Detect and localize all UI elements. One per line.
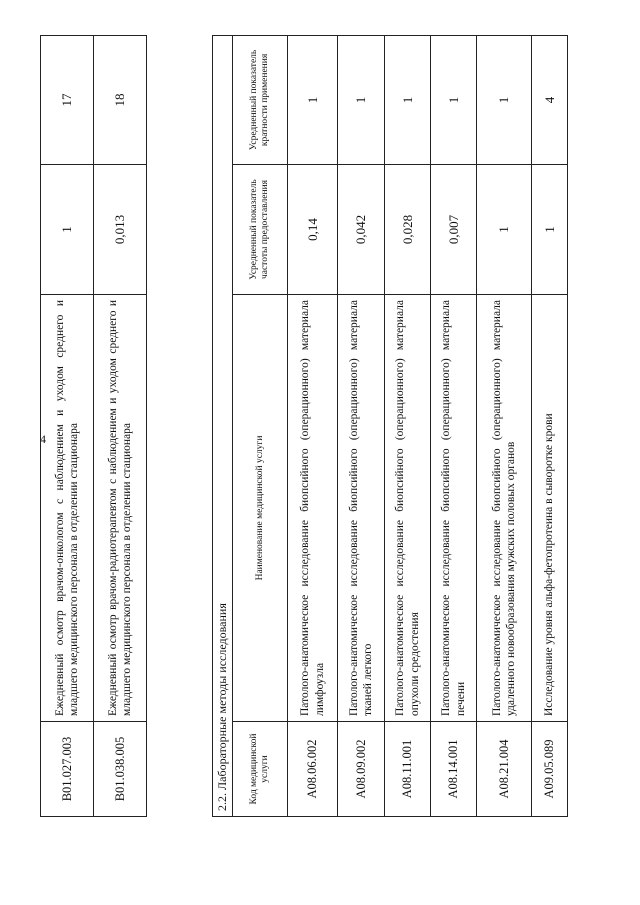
service-name: Патолого-анатомическое исследование биопсийного (операционного) материала удаленного новообразования мужских половых органов [477, 295, 532, 722]
frequency-value: 1 [532, 165, 568, 295]
frequency-value: 0,013 [94, 165, 147, 295]
multiplicity-value: 4 [532, 35, 568, 164]
service-name: Ежедневный осмотр врачом-онкологом с наблюдением и уходом среднего и младшего медицинского персонала в отделении стационара [41, 295, 94, 722]
frequency-value: 0,028 [385, 165, 431, 295]
table-row [41, 36, 94, 817]
service-name: Патолого-анатомическое исследование биопсийного (операционного) материала печени [431, 295, 477, 722]
frequency-value: 0,042 [338, 165, 385, 295]
services-table-continued [40, 35, 147, 817]
column-header-multiplicity: Усредненный показатель кратности применения [233, 35, 288, 164]
multiplicity-value: 1 [288, 35, 338, 164]
multiplicity-value: 1 [338, 35, 385, 164]
page-number: 4 [40, 432, 46, 446]
service-name: Патолого-анатомическое исследование биопсийного (операционного) материала лимфоузла [288, 295, 338, 722]
multiplicity-value: 17 [41, 36, 94, 165]
header-row [233, 35, 288, 816]
frequency-value: 0,14 [288, 165, 338, 295]
service-name: Ежедневный осмотр врачом-радиотерапевтом с наблюдением и уходом среднего и младшего медицинского персонала в отделении стационара [94, 295, 147, 722]
service-code: A08.21.004 [477, 722, 532, 817]
multiplicity-value: 1 [431, 35, 477, 164]
multiplicity-value: 1 [385, 35, 431, 164]
frequency-value: 1 [477, 165, 532, 295]
table-row [532, 35, 568, 816]
table-row [477, 35, 532, 816]
service-code: B01.027.003 [41, 722, 94, 817]
service-name: Патолого-анатомическое исследование биопсийного (операционного) материала опухоли средостения [385, 295, 431, 722]
service-code: B01.038.005 [94, 722, 147, 817]
table-row [94, 36, 147, 817]
section-title-row [213, 35, 233, 816]
multiplicity-value: 18 [94, 36, 147, 165]
table-row [338, 35, 385, 816]
multiplicity-value: 1 [477, 35, 532, 164]
service-code: A08.06.002 [288, 722, 338, 817]
frequency-value: 1 [41, 165, 94, 295]
service-code: A08.09.002 [338, 722, 385, 817]
frequency-value: 0,007 [431, 165, 477, 295]
service-code: A08.11.001 [385, 722, 431, 817]
service-code: A08.14.001 [431, 722, 477, 817]
service-name: Патолого-анатомическое исследование биопсийного (операционного) материала тканей легкого [338, 295, 385, 722]
column-header-code: Код медицинской услуги [233, 722, 288, 817]
laboratory-methods-table [212, 35, 568, 817]
service-code: A09.05.089 [532, 722, 568, 817]
section-title: 2.2. Лабораторные методы исследования [213, 35, 233, 816]
column-header-name: Наименование медицинской услуги [233, 295, 288, 722]
service-name: Исследование уровня альфа-фетопротеина в сыворотке крови [532, 295, 568, 722]
table-row [385, 35, 431, 816]
table-row [288, 35, 338, 816]
column-header-frequency: Усредненный показатель частоты предоставления [233, 165, 288, 295]
table-row [431, 35, 477, 816]
